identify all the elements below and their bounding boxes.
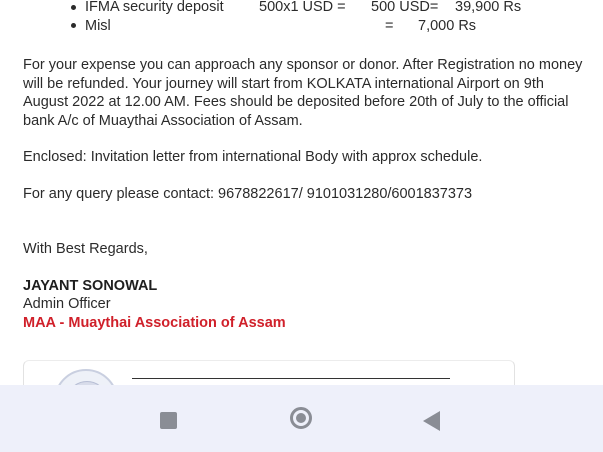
recent-apps-button[interactable]: [130, 385, 210, 452]
square-icon: [160, 412, 177, 429]
circle-icon: [290, 407, 312, 429]
system-navigation-bar: [0, 385, 603, 452]
fee-usd: 500 USD=: [371, 0, 439, 15]
enclosed-paragraph: Enclosed: Invitation letter from international Body with approx schedule.: [23, 149, 483, 165]
bullet-icon: [71, 23, 76, 28]
back-button[interactable]: [393, 385, 473, 452]
association-logo-icon: [54, 369, 118, 385]
triangle-back-icon: [423, 411, 440, 431]
fee-amount: 7,000 Rs: [418, 18, 477, 34]
card-divider: [132, 378, 450, 379]
signer-title: Admin Officer: [23, 296, 111, 312]
fee-calc: 500x1 USD =: [259, 0, 346, 15]
home-button[interactable]: [263, 385, 343, 452]
fee-usd: =: [385, 18, 394, 34]
organization-name: MAA - Muaythai Association of Assam: [23, 315, 286, 331]
query-paragraph: For any query please contact: 9678822617/ 9101031280/6001837373: [23, 186, 473, 202]
bullet-icon: [71, 5, 76, 10]
signer-name: JAYANT SONOWAL: [23, 278, 158, 294]
fee-label: Misl: [85, 18, 111, 34]
expense-paragraph: For your expense you can approach any sponsor or donor. After Registration no money will be refunded. Your journey will start from KOLKATA international Airport on 9th August 2022 at 12.00 AM. Fees should be deposited before 20th of July to the official bank A/c of Muaythai Association of Assam.: [23, 57, 583, 129]
fee-label: IFMA security deposit: [85, 0, 224, 15]
attachment-card[interactable]: [23, 360, 515, 385]
fee-amount: 39,900 Rs: [455, 0, 522, 15]
closing-text: With Best Regards,: [23, 241, 148, 257]
